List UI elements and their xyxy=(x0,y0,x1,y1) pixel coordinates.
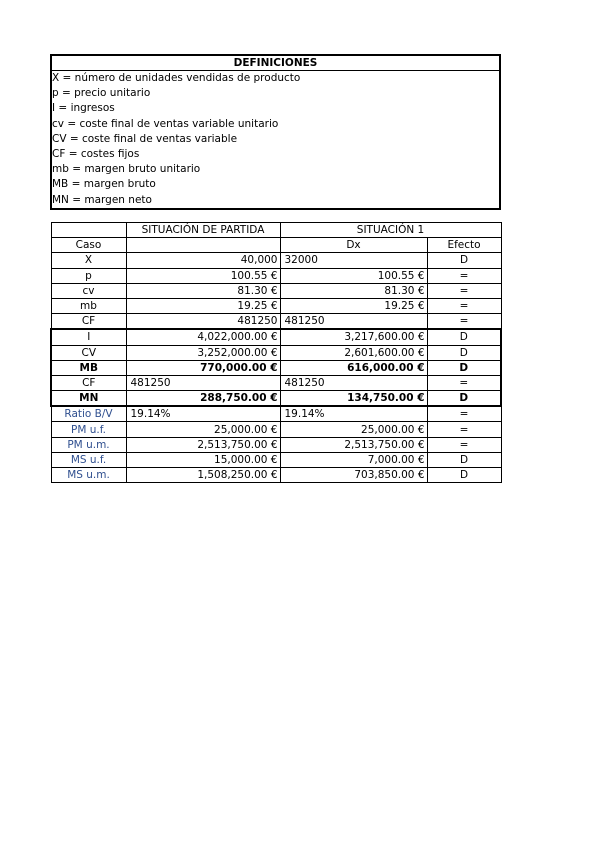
table-row xyxy=(51,437,501,452)
base-value: 81.30 € xyxy=(126,283,280,298)
row-label: cv xyxy=(51,283,126,298)
row-label: MS u.f. xyxy=(51,452,126,467)
table-subheader-row xyxy=(51,238,501,253)
header-base-situation: SITUACIÓN DE PARTIDA xyxy=(126,223,280,238)
definitions-title: DEFINICIONES xyxy=(52,56,499,71)
table-row xyxy=(51,360,501,375)
effect-value: = xyxy=(427,422,501,437)
table-row xyxy=(51,253,501,268)
row-label: p xyxy=(51,268,126,283)
situation-1-value: 81.30 € xyxy=(280,283,427,298)
effect-value: = xyxy=(427,406,501,422)
row-label: CF xyxy=(51,314,126,330)
row-label: CF xyxy=(51,375,126,390)
definition-line: p = precio unitario xyxy=(52,87,151,100)
base-value: 4,022,000.00 € xyxy=(126,329,280,345)
table-row xyxy=(51,406,501,422)
definition-line: MN = margen neto xyxy=(52,193,152,206)
table-row xyxy=(51,314,501,330)
definition-line: CF = costes fijos xyxy=(52,147,140,160)
situation-1-value: 32000 xyxy=(280,253,427,268)
effect-value: D xyxy=(427,360,501,375)
situation-1-value: 3,217,600.00 € xyxy=(280,329,427,345)
table-row xyxy=(51,329,501,345)
effect-value: = xyxy=(427,298,501,313)
situation-1-value: 134,750.00 € xyxy=(280,391,427,407)
row-label: PM u.m. xyxy=(51,437,126,452)
situation-1-value: 2,513,750.00 € xyxy=(280,437,427,452)
situation-1-value: 19.25 € xyxy=(280,298,427,313)
base-value: 481250 xyxy=(126,314,280,330)
base-value: 15,000.00 € xyxy=(126,452,280,467)
base-value: 40,000 xyxy=(126,253,280,268)
base-value: 288,750.00 € xyxy=(126,391,280,407)
effect-value: = xyxy=(427,437,501,452)
row-label: Ratio B/V xyxy=(51,406,126,422)
row-label: CV xyxy=(51,345,126,360)
definition-line: I = ingresos xyxy=(52,102,115,115)
table-row xyxy=(51,375,501,390)
situation-1-value: 100.55 € xyxy=(280,268,427,283)
situation-1-value: 703,850.00 € xyxy=(280,468,427,483)
effect-value: = xyxy=(427,283,501,298)
situation-1-value: 7,000.00 € xyxy=(280,452,427,467)
base-value: 19.25 € xyxy=(126,298,280,313)
effect-value: D xyxy=(427,345,501,360)
effect-value: = xyxy=(427,375,501,390)
situation-1-value: 616,000.00 € xyxy=(280,360,427,375)
table-row xyxy=(51,422,501,437)
effect-value: = xyxy=(427,268,501,283)
definition-line: cv = coste final de ventas variable unitario xyxy=(52,117,279,130)
base-value: 770,000.00 € xyxy=(126,360,280,375)
table-row xyxy=(51,391,501,407)
table-row xyxy=(51,298,501,313)
row-label: mb xyxy=(51,298,126,313)
row-label: I xyxy=(51,329,126,345)
table-row xyxy=(51,452,501,467)
situation-1-value: 19.14% xyxy=(280,406,427,422)
base-value: 481250 xyxy=(126,375,280,390)
header-empty-cell xyxy=(51,223,126,238)
base-value: 19.14% xyxy=(126,406,280,422)
base-value: 2,513,750.00 € xyxy=(126,437,280,452)
effect-value: = xyxy=(427,314,501,330)
effect-value: D xyxy=(427,452,501,467)
scenario-table xyxy=(50,222,502,483)
effect-value: D xyxy=(427,468,501,483)
row-label: X xyxy=(51,253,126,268)
table-row xyxy=(51,268,501,283)
header-dx: Dx xyxy=(280,238,427,253)
situation-1-value: 25,000.00 € xyxy=(280,422,427,437)
header-case: Caso xyxy=(51,238,126,253)
header-situation-1: SITUACIÓN 1 xyxy=(280,223,501,238)
situation-1-value: 481250 xyxy=(280,375,427,390)
effect-value: D xyxy=(427,329,501,345)
definition-line: X = número de unidades vendidas de producto xyxy=(52,72,301,84)
base-value: 1,508,250.00 € xyxy=(126,468,280,483)
effect-value: D xyxy=(427,391,501,407)
situation-1-value: 2,601,600.00 € xyxy=(280,345,427,360)
header-effect: Efecto xyxy=(427,238,501,253)
row-label: MS u.m. xyxy=(51,468,126,483)
definitions-box xyxy=(50,54,501,210)
definition-line: MB = margen bruto xyxy=(52,178,156,191)
base-value: 3,252,000.00 € xyxy=(126,345,280,360)
base-value: 100.55 € xyxy=(126,268,280,283)
definition-line: CV = coste final de ventas variable xyxy=(52,132,238,145)
row-label: PM u.f. xyxy=(51,422,126,437)
table-row xyxy=(51,468,501,483)
table-row xyxy=(51,283,501,298)
table-row xyxy=(51,345,501,360)
row-label: MB xyxy=(51,360,126,375)
header-base-empty xyxy=(126,238,280,253)
definition-line: mb = margen bruto unitario xyxy=(52,163,201,176)
effect-value: D xyxy=(427,253,501,268)
table-header-row xyxy=(51,223,501,238)
row-label: MN xyxy=(51,391,126,407)
base-value: 25,000.00 € xyxy=(126,422,280,437)
situation-1-value: 481250 xyxy=(280,314,427,330)
